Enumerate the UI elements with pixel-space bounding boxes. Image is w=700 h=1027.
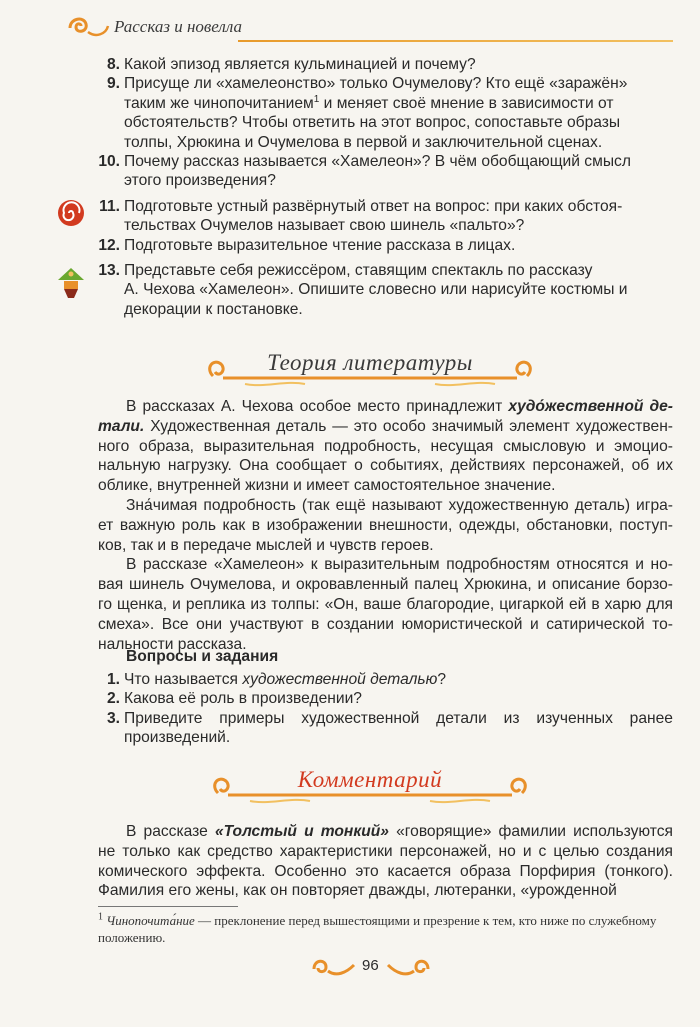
question-10 — [98, 152, 673, 191]
task-number: 2. — [106, 690, 120, 708]
task-text: Приведите примеры художественной детали из изученных ранее произведений. — [124, 709, 673, 747]
question-text: Подготовьте выразительное чтение рассказа в лицах. — [124, 236, 516, 254]
question-text: обстоятельств? Чтобы ответить на этот вопрос, сопоставьте образы — [124, 114, 621, 132]
footnote-divider — [98, 906, 238, 907]
creative-task-icon — [56, 266, 86, 302]
question-number: 8. — [106, 56, 120, 73]
footnote-marker: 1 — [98, 911, 103, 923]
task-1 — [98, 670, 673, 689]
spiral-oral-task-icon — [56, 198, 86, 228]
question-text: Присуще ли «хамелеонство» только Очумелову? Кто ещё «заражён» — [124, 75, 628, 93]
task-text: Что называется художественной деталью? — [124, 671, 447, 688]
swirl-ornament-icon — [66, 14, 110, 42]
question-text: Почему рассказ называется «Хамелеон»? В чём обобщающий смысл — [124, 153, 631, 171]
task-3 — [98, 709, 673, 748]
theory-text — [98, 397, 673, 654]
question-number: 9. — [106, 75, 120, 93]
question-number: 13. — [98, 262, 120, 280]
page-number-block — [310, 955, 430, 979]
tasks-heading: Вопросы и задания — [126, 648, 279, 665]
theory-title: Теория литературы — [267, 350, 473, 375]
question-text: декорации к постановке. — [124, 300, 303, 318]
questions-list — [98, 55, 673, 319]
question-number: 10. — [98, 153, 120, 171]
theory-paragraph: В рассказах А. Чехова особое место принадлежит худо́жественной де-тали. Художественная деталь — это особо значимый элемент художествен-ного образа, выразительная подробность, несущая смысловую и эмоцио-нальную нагрузку. Она сообщает о событиях, действиях персонажей, об их облике, внутренней жизни и имеет самостоятельное значение. — [98, 398, 673, 495]
question-text: А. Чехова «Хамелеон». Опишите словесно или нарисуйте костюмы и — [124, 281, 628, 299]
swirl-ornament-icon — [386, 955, 432, 979]
question-13 — [98, 261, 673, 319]
term-highlight: худо́жественной де-тали. — [98, 398, 673, 435]
question-text: таким же чинопочитанием$^1$ и меняет своё мнение в зависимости от — [124, 93, 614, 112]
footnote-term: Чинопочита́ние — [106, 913, 195, 928]
commentary-text — [98, 822, 673, 901]
theory-banner — [205, 348, 535, 390]
question-number: 12. — [98, 236, 120, 254]
question-text: Какой эпизод является кульминацией и почему? — [124, 56, 476, 73]
task-text: Какова её роль в произведении? — [124, 690, 362, 708]
task-number: 1. — [106, 671, 120, 688]
running-header — [78, 14, 668, 44]
question-text: толпы, Хрюкина и Очумелова в первой и заключительной сценах. — [124, 133, 603, 151]
theory-paragraph: Зна́чимая подробность (так ещё называют художественную деталь) игра-ет важную роль как в изображении внешности, одежды, обстановки, поступ-ков, так и в передаче мыслей и чувств героев. — [98, 496, 673, 554]
question-8 — [98, 55, 673, 74]
task-number: 3. — [106, 709, 120, 727]
question-text: этого произведения? — [124, 172, 276, 190]
question-12 — [98, 236, 673, 255]
footnote-ref[interactable]: 1 — [313, 93, 320, 105]
question-text: тельствах Очумелов называет свою шинель «пальто»? — [124, 217, 525, 235]
header-title: Рассказ и новелла — [114, 17, 242, 36]
page-number: 96 — [362, 957, 379, 974]
swirl-ornament-icon — [310, 955, 356, 979]
commentary-title: Комментарий — [297, 767, 443, 792]
theory-paragraph: В рассказе «Хамелеон» к выразительным подробностям относятся и но-вая шинель Очумелова, и окровавленный палец Хрюкина, и описание борзо-го щенка, и реплика из толпы: «Он, ваше благородие, цигаркой ей в харю для смеха». Все они участвуют в создании юмористической и сатирической то-нальности рассказа. — [98, 556, 673, 653]
footnote-text: — преклонение перед вышестоящими и презрение к тем, кто ниже по служебному положению. — [98, 913, 657, 945]
footnote — [98, 912, 673, 946]
question-9 — [98, 74, 673, 152]
question-11 — [98, 197, 673, 236]
header-rule — [238, 40, 673, 42]
question-text: Представьте себя режиссёром, ставящим спектакль по рассказу — [124, 262, 593, 280]
question-text: Подготовьте устный развёрнутый ответ на вопрос: при каких обстоя- — [124, 197, 623, 215]
question-number: 11. — [99, 197, 120, 215]
task-2 — [98, 689, 673, 708]
commentary-paragraph: В рассказе «Толстый и тонкий» «говорящие» фамилии используются не только как средство характеристики персонажей, но и с целью создания комического эффекта. Особенно это касается образа Порфирия (тонкого). Фамилия его жены, как он повторяет дважды, лютеранки, «урожденной — [98, 823, 673, 900]
tasks-list — [98, 670, 673, 748]
commentary-banner — [210, 765, 530, 807]
